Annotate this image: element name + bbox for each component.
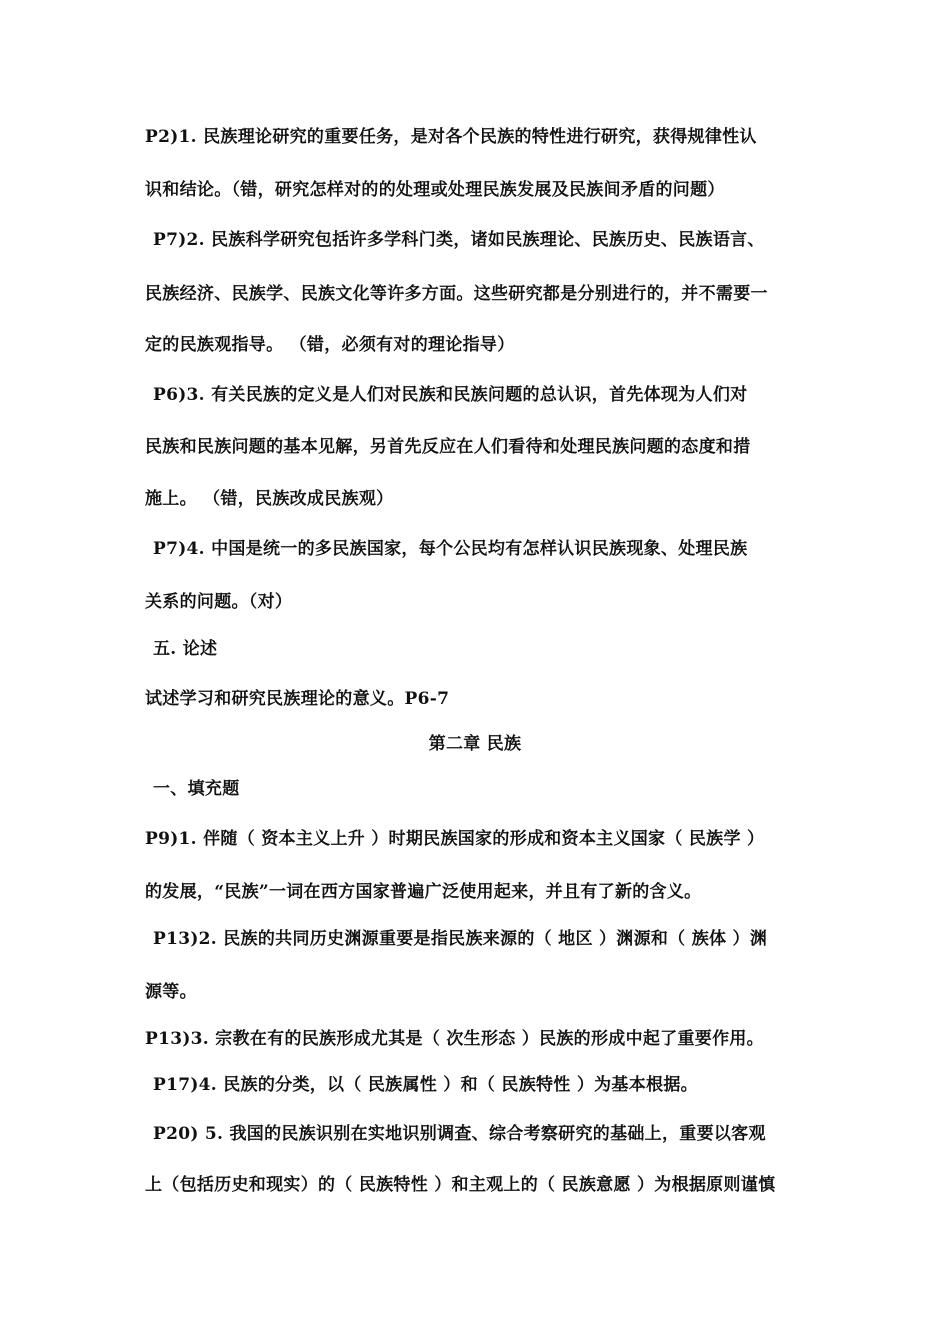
text-line: P13)2. 民族的共同历史渊源重要是指民族来源的（ 地区 ）渊源和（ 族体 ）渊 xyxy=(153,929,768,949)
text-line: P17)4. 民族的分类，以（ 民族属性 ）和（ 民族特性 ）为基本根据。 xyxy=(153,1075,698,1095)
text-line: P20) 5. 我国的民族识别在实地识别调查、综合考察研究的基础上，重要以客观 xyxy=(153,1124,766,1144)
chapter-title: 第二章 民族 xyxy=(428,734,522,754)
text-line: 定的民族观指导。 （错，必须有对的理论指导） xyxy=(145,335,515,355)
section-heading: 五. 论述 xyxy=(153,639,218,659)
text-line: 民族和民族问题的基本见解，另首先反应在人们看待和处理民族问题的态度和措 xyxy=(145,437,751,457)
text-line: P2)1. 民族理论研究的重要任务，是对各个民族的特性进行研究，获得规律性认 xyxy=(145,127,757,147)
section-heading: 一、填充题 xyxy=(153,779,240,799)
text-line: 识和结论。（错，研究怎样对的的处理或处理民族发展及民族间矛盾的问题） xyxy=(145,180,725,200)
text-line: P7)2. 民族科学研究包括许多学科门类，诸如民族理论、民族历史、民族语言、 xyxy=(153,230,765,250)
text-line: 试述学习和研究民族理论的意义。P6-7 xyxy=(145,689,450,709)
text-line: 民族经济、民族学、民族文化等许多方面。这些研究都是分别进行的，并不需要一 xyxy=(145,284,768,304)
text-line: 施上。 （错，民族改成民族观） xyxy=(145,489,394,509)
text-line: P9)1. 伴随（ 资本主义上升 ）时期民族国家的形成和资本主义国家（ 民族学 ） xyxy=(145,829,765,849)
text-line: 的发展，“民族”一词在西方国家普遍广泛使用起来，并且有了新的含义。 xyxy=(145,882,702,902)
text-line: P6)3. 有关民族的定义是人们对民族和民族问题的总认识，首先体现为人们对 xyxy=(153,385,748,405)
text-line: P13)3. 宗教在有的民族形成尤其是（ 次生形态 ）民族的形成中起了重要作用。 xyxy=(145,1029,764,1049)
text-line: 源等。 xyxy=(145,982,197,1002)
text-line: P7)4. 中国是统一的多民族国家，每个公民均有怎样认识民族现象、处理民族 xyxy=(153,539,748,559)
text-line: 关系的问题。（对） xyxy=(145,592,293,612)
text-line: 上（包括历史和现实）的（ 民族特性 ）和主观上的（ 民族意愿 ）为根据原则谨慎 xyxy=(145,1175,776,1195)
